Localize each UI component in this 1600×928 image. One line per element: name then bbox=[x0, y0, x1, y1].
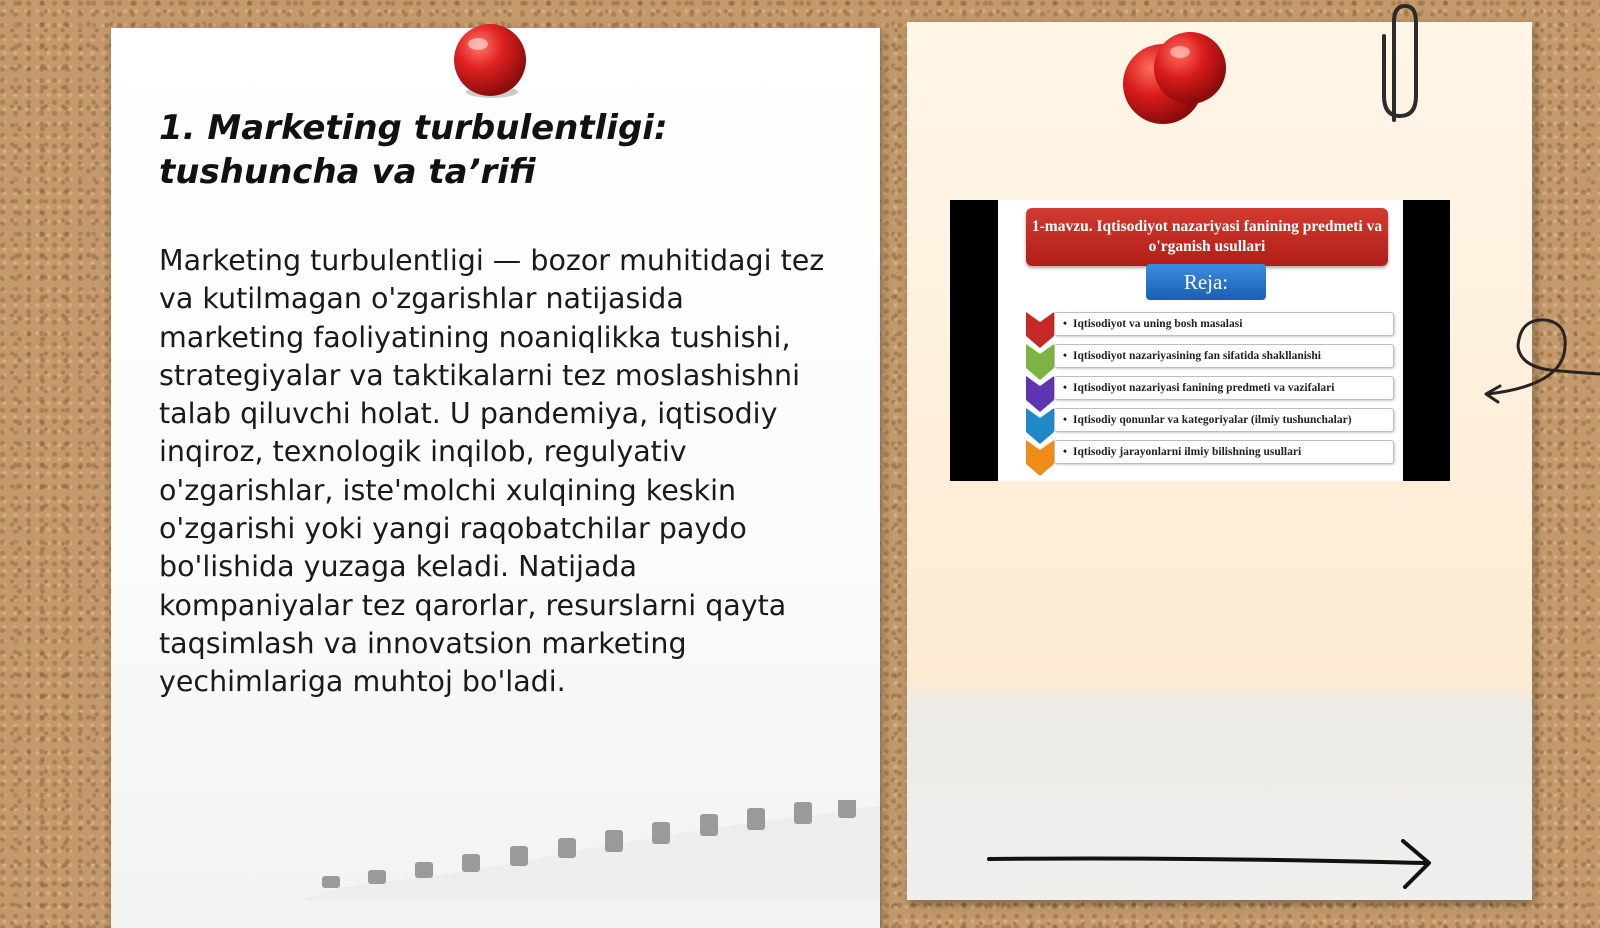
bullet: • bbox=[1063, 446, 1068, 458]
slide-list-item bbox=[1054, 440, 1394, 464]
paper-clip-icon bbox=[1378, 0, 1422, 126]
push-pin-icon bbox=[450, 20, 530, 100]
push-pin-icon bbox=[1118, 28, 1228, 138]
bullet: • bbox=[1063, 350, 1068, 362]
chevron-down-icon bbox=[1026, 408, 1054, 444]
note-title: 1. Marketing turbulentligi: tushuncha va ta’rifi bbox=[159, 108, 668, 192]
chevron-down-icon bbox=[1026, 440, 1054, 476]
bullet: • bbox=[1063, 382, 1068, 394]
slide-title: 1-mavzu. Iqtisodiyot nazariyasi fanining predmeti va o'rganish usullari bbox=[1026, 208, 1388, 266]
slide-reja-label: Reja: bbox=[1146, 264, 1266, 300]
slide-list-item-text: Iqtisodiy qonunlar va kategoriyalar (ilmiy tushunchalar) bbox=[1073, 414, 1352, 426]
chevron-down-icon bbox=[1026, 344, 1054, 380]
slide-list-item bbox=[1054, 408, 1394, 432]
loop-arrow-scribble-icon bbox=[1480, 310, 1600, 410]
long-right-arrow-icon bbox=[985, 835, 1445, 895]
torn-paper-edge bbox=[300, 800, 880, 900]
slide-list-item bbox=[1054, 312, 1394, 336]
slide-list-item-text: Iqtisodiyot nazariyasining fan sifatida shakllanishi bbox=[1073, 350, 1321, 362]
slide-content bbox=[998, 200, 1403, 481]
slide-list-item bbox=[1054, 376, 1394, 400]
slide-list-item-text: Iqtisodiy jarayonlarni ilmiy bilishning usullari bbox=[1073, 446, 1302, 458]
left-note-paper bbox=[111, 28, 880, 928]
chevron-down-icon bbox=[1026, 376, 1054, 412]
bullet: • bbox=[1063, 414, 1068, 426]
slide-image bbox=[950, 200, 1450, 481]
chevron-down-icon bbox=[1026, 312, 1054, 348]
slide-list-item-text: Iqtisodiyot nazariyasi fanining predmeti va vazifalari bbox=[1073, 382, 1335, 394]
note-body-text: Marketing turbulentligi — bozor muhitidagi tez va kutilmagan o'zgarishlar natijasida marketing faoliyatining noaniqlikka tushishi, strategiyalar va taktikalarni tez moslashishni talab qiluvchi holat. U pandemiya, iqtisodiy inqiroz, texnologik inqilob, regulyativ o'zgarishlar, iste'molchi xulqining keskin o'zgarishi yoki yangi raqobatchilar paydo bo'lishida yuzaga keladi. Natijada kompaniyalar tez qarorlar, resurslarni qayta taqsimlash va innovatsion marketing yechimlariga muhtoj bo'ladi. bbox=[159, 244, 825, 699]
bullet: • bbox=[1063, 318, 1068, 330]
slide-list-item-text: Iqtisodiyot va uning bosh masalasi bbox=[1073, 318, 1243, 330]
slide-list-item bbox=[1054, 344, 1394, 368]
